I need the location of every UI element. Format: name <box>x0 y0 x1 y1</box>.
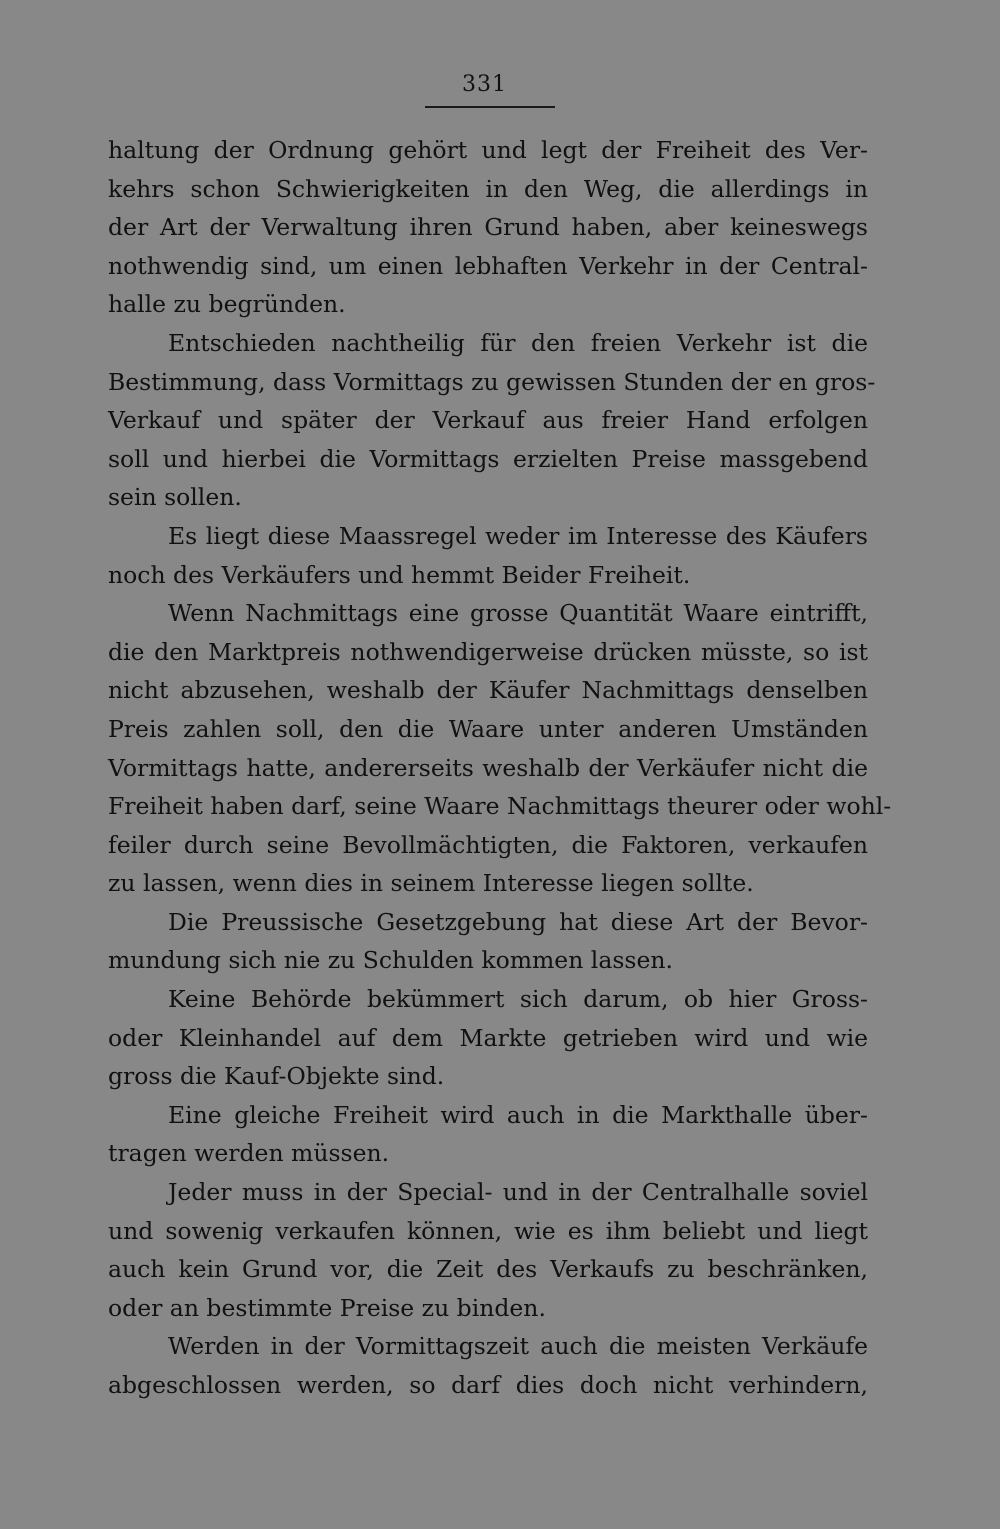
text-line: Die Preussische Gesetzgebung hat diese Art der Bevor- <box>168 907 868 936</box>
text-line: zu lassen, wenn dies in seinem Interesse liegen sollte. <box>108 869 754 898</box>
text-line: auch kein Grund vor, die Zeit des Verkaufs zu beschränken, <box>108 1255 868 1284</box>
paragraph <box>108 1173 868 1327</box>
paragraph <box>108 324 876 517</box>
text-line: soll und hierbei die Vormittags erzielten Preise massgebend <box>108 444 868 473</box>
header-rule <box>425 106 555 108</box>
paragraph <box>108 517 868 594</box>
text-line: feiler durch seine Bevollmächtigten, die Faktoren, verkaufen <box>108 830 868 859</box>
paragraph <box>108 1096 868 1173</box>
text-line: die den Marktpreis nothwendigerweise drücken müsste, so ist <box>108 637 868 666</box>
text-line: Verkauf und später der Verkauf aus freier Hand erfolgen <box>108 406 868 435</box>
text-line: Eine gleiche Freiheit wird auch in die Markthalle über- <box>168 1100 868 1129</box>
body-text <box>108 131 892 1405</box>
text-line: Wenn Nachmittags eine grosse Quantität Waare eintrifft, <box>168 599 868 628</box>
text-line: gross die Kauf-Objekte sind. <box>108 1062 445 1091</box>
text-line: Preis zahlen soll, den die Waare unter anderen Umständen <box>108 714 868 743</box>
text-line: abgeschlossen werden, so darf dies doch nicht verhindern, <box>108 1371 868 1399</box>
paragraph <box>108 980 868 1096</box>
page-number: 331 <box>462 72 507 97</box>
text-line: oder an bestimmte Preise zu binden. <box>108 1293 546 1322</box>
paragraph <box>108 903 868 980</box>
text-line: halle zu begründen. <box>108 290 346 319</box>
text-line: nicht abzusehen, weshalb der Käufer Nachmittags denselben <box>108 676 868 705</box>
text-line: oder Kleinhandel auf dem Markte getrieben wird und wie <box>108 1023 868 1052</box>
text-line: und sowenig verkaufen können, wie es ihm beliebt und liegt <box>108 1216 868 1245</box>
text-line: der Art der Verwaltung ihren Grund haben, aber keineswegs <box>108 213 868 242</box>
text-line: Keine Behörde bekümmert sich darum, ob hier Gross- <box>168 985 868 1014</box>
text-line: Bestimmung, dass Vormittags zu gewissen Stunden der en gros- <box>108 367 876 396</box>
text-line: sein sollen. <box>108 483 242 512</box>
text-line: tragen werden müssen. <box>108 1139 390 1168</box>
text-line: mundung sich nie zu Schulden kommen lassen. <box>108 946 673 975</box>
text-line: Jeder muss in der Special- und in der Centralhalle soviel <box>168 1178 868 1207</box>
text-line: Entschieden nachtheilig für den freien Verkehr ist die <box>168 328 868 357</box>
paragraph <box>108 594 892 903</box>
text-line: nothwendig sind, um einen lebhaften Verkehr in der Central- <box>108 251 868 280</box>
text-line: Freiheit haben darf, seine Waare Nachmittags theurer oder wohl- <box>108 792 892 821</box>
text-line: noch des Verkäufers und hemmt Beider Freiheit. <box>108 560 691 589</box>
paragraph <box>108 1327 868 1404</box>
text-line: Es liegt diese Maassregel weder im Interesse des Käufers <box>168 521 868 550</box>
text-line: Werden in der Vormittagszeit auch die meisten Verkäufe <box>168 1332 868 1361</box>
text-line: Vormittags hatte, andererseits weshalb der Verkäufer nicht die <box>108 753 868 782</box>
text-line: haltung der Ordnung gehört und legt der Freiheit des Ver- <box>108 136 868 164</box>
text-line: kehrs schon Schwierigkeiten in den Weg, die allerdings in <box>108 174 868 203</box>
paragraph <box>108 131 868 324</box>
